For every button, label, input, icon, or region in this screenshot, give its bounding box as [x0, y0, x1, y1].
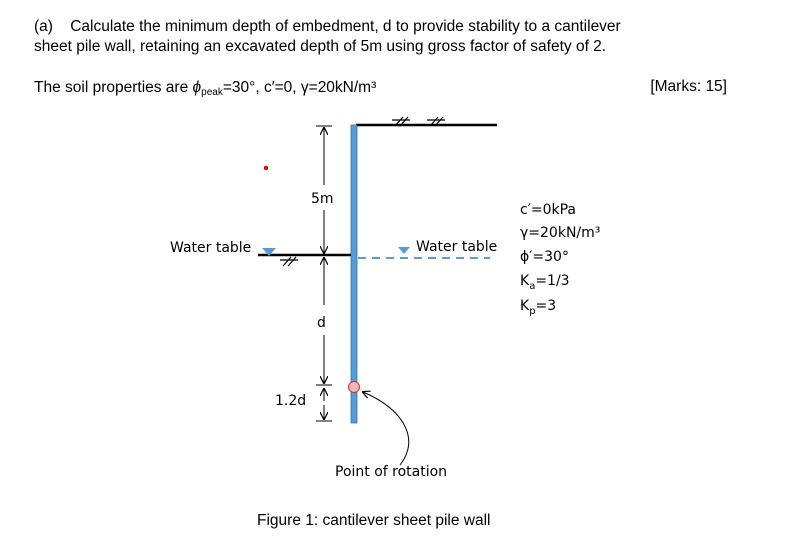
- question-line-2: sheet pile wall, retaining an excavated depth of 5m using gross factor of safety of 2.: [34, 38, 607, 55]
- water-table-right-label: Water table: [416, 239, 498, 255]
- soil-gamma-label: γ=20kN/m³: [520, 225, 601, 241]
- ground-hatch-excavation: [280, 257, 298, 266]
- toe-1-2d-label: 1.2d: [275, 393, 307, 409]
- question-text-1: Calculate the minimum depth of embedment, d to provide stability to a cantilever: [70, 18, 621, 35]
- figure-caption: Figure 1: cantilever sheet pile wall: [257, 512, 491, 529]
- soil-phi-label: ϕ′=30°: [520, 249, 569, 265]
- phi-symbol: ϕ: [192, 79, 202, 96]
- props-prefix: The soil properties are: [34, 79, 193, 96]
- soil-ka-label: $K_a=1/3$: [520, 273, 570, 292]
- marks-label: [Marks: 15]: [650, 78, 727, 95]
- rotation-point-marker: [349, 382, 360, 393]
- phi-subscript: peak: [201, 87, 223, 98]
- soil-c-label: c′=0kPa: [520, 202, 577, 218]
- red-dot: [264, 166, 268, 170]
- question-part: (a): [34, 18, 53, 35]
- rotation-pointer-arrow: [363, 392, 409, 465]
- embed-d-label: d: [317, 315, 326, 331]
- props-values: =30°, c′=0, γ=20kN/m³: [222, 79, 377, 96]
- sheet-pile-wall: [351, 125, 357, 423]
- depth-5m-label: 5m: [311, 191, 334, 207]
- water-table-right-icon: [398, 247, 410, 254]
- rotation-label: Point of rotation: [335, 464, 448, 480]
- soil-kp-label: $K_p=3$: [520, 298, 557, 317]
- water-table-left-label: Water table: [170, 240, 252, 256]
